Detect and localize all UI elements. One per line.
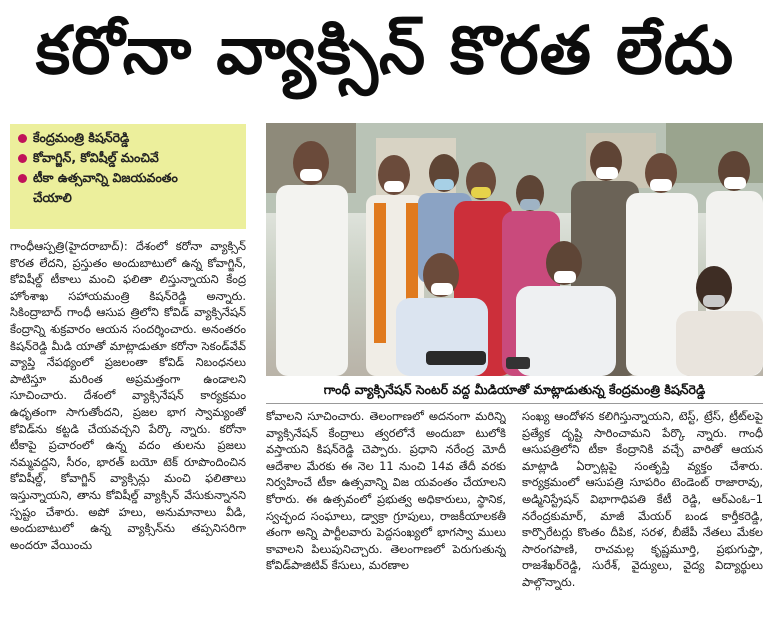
highlight-item <box>18 128 240 148</box>
bullet-icon <box>18 134 27 143</box>
highlight-item <box>18 148 240 168</box>
caption-divider <box>266 403 763 404</box>
highlight-text: చేయాలి <box>33 190 72 205</box>
bullet-icon <box>18 174 27 183</box>
photo-caption: గాంధీ వ్యాక్సినేషన్ సెంటర్ వద్ద మీడియాతో మాట్లాడుతున్న కేంద్రమంత్రి కిషన్‌రెడ్డి <box>323 382 706 397</box>
news-photo <box>266 123 763 376</box>
highlight-text: టీకా ఉత్సవాన్ని విజయవంతం <box>33 170 178 185</box>
highlight-item-continuation <box>18 188 240 208</box>
article-body-text: గాంధీఆస్పత్రి(హైదరాబాద్): దేశంలో కరోనా వ్యాక్సిన్ కొరత లేదని, ప్రస్తుతం అందుబాటులో ఉన్న కోవాగ్జిన్, కోవిషీల్డ్ టీకాలు మంచి ఫలితా లిస్తున్నాయని కేంద్ర హోంశాఖ సహాయమంత్రి కిషన్‌రెడ్డి అన్నారు. సికింద్రాబాద్ గాంధీ ఆసుప త్రిలోని కోవిడ్ వ్యాక్సినేషన్ కేంద్రాన్ని శుక్రవారం ఆయన సందర్శించారు. అనంతరం కిషన్‌రెడ్డి మీడి యాతో మాట్లాడుతూ కరోనా సెకండ్‌వేవ్ వ్యాప్తి నేపథ్యంలో ప్రజలంతా కోవిడ్ నిబంధనలు పాటిస్తూ మరింత అప్రమత్తంగా ఉండాలని సూచించారు. దేశంలో వ్యాక్సినేషన్ కార్యక్రమం ఉధృతంగా సాగుతోందని, ప్రజల భాగ స్వామ్యంతో కోవిడ్‌ను కట్టడి చేయవచ్చని పేర్కొ న్నారు. కరోనా టీకాపై ప్రచారంలో ఉన్న వదం తులను ప్రజలు నమ్మవద్దని, సీరం, భారత్ బయో టెక్ రూపొందించిన కోవిషీల్డ్, కోవాగ్జిన్ వ్యాక్సిన్లు మంచి ఫలితాలు ఇస్తున్నాయని, తాను కోవిషీల్డ్ వ్యాక్సిన్ వేసుకున్నానని స్పష్టం చేశారు. అపో హలు, అనుమానాలు వీడి, అందుబాటులో ఉన్న వ్యాక్సిన్‌ను తప్పనిసరిగా అందరూ వేయించు <box>10 239 246 552</box>
headline: కరోనా వ్యాక్సిన్ కొరత లేదు <box>35 11 735 89</box>
article-column-2 <box>266 408 506 634</box>
article-column-3 <box>522 408 763 634</box>
article-body-text: సంఖ్య ఆందోళన కలిగిస్తున్నాయని, టెస్ట్, ట్రేస్, ట్రీట్‌లపై ప్రత్యేక దృష్టి సారించామని పేర్కొ న్నారు. గాంధీ ఆసుపత్రిలోని టీకా కేంద్రానికి వచ్చే వారితో ఆయన మాట్లాడి ఏర్పాట్లపై సంతృప్తి వ్యక్తం చేశారు. కార్యక్రమంలో ఆసుపత్రి సూపరిం టెండెంట్ రాజారావు, అడ్మినిస్ట్రేషన్ విభాగాధిపతి కేటీ రెడ్డి, ఆర్ఎంఓ–1 నరేంద్రకుమార్, మాజీ మేయర్ బండ కార్తీకరెడ్డి, కార్పొరేటర్లు కొంతం దీపిక, సరళ, బీజేపీ నేతలు మేకల సారంగపాణి, రాచమల్ల కృష్ణమూర్తి, ప్రభుగుప్తా, రాజశేఖర్‌రెడ్డి, సురేశ్, వైద్యులు, వైద్య విద్యార్థులు పాల్గొన్నారు. <box>522 409 763 589</box>
highlight-text: కేంద్రమంత్రి కిషన్‌రెడ్డి <box>33 130 130 145</box>
highlight-item <box>18 168 240 188</box>
highlight-text: కోవాగ్జిన్, కోవిషీల్డ్ మంచివే <box>33 150 159 165</box>
highlights-box <box>10 124 246 229</box>
article-body-text: కోవాలని సూచించారు. తెలంగాణలో అదనంగా మరిన్ని వ్యాక్సినేషన్ కేంద్రాలు త్వరలోనే అందుబా టులోకి వస్తాయని కిషన్‌రెడ్డి చెప్పారు. ప్రధాని నరేంద్ర మోదీ ఆదేశాల మేరకు ఈ నెల 11 నుంచి 14వ తేదీ వరకు నిర్వహించే టీకా ఉత్సవాన్ని విజ యవంతం చేయాలని కోరారు. ఈ ఉత్సవంలో ప్రభుత్వ అధికారులు, స్థానిక, స్వచ్ఛంద సంఘాలు, డ్వాక్రా గ్రూపులు, రాజకీయాలకతీ తంగా అన్ని పార్టీలవారు పెద్దసంఖ్యలో భాగస్వా ములు కావాలని పిలుపునిచ్చారు. తెలంగాణలో పెరుగుతున్న కోవిడ్‌పాజిటివ్ కేసులు, మరణాల <box>266 409 506 573</box>
bullet-icon <box>18 154 27 163</box>
article-column-1 <box>10 238 246 634</box>
photo-illustration <box>266 123 763 376</box>
